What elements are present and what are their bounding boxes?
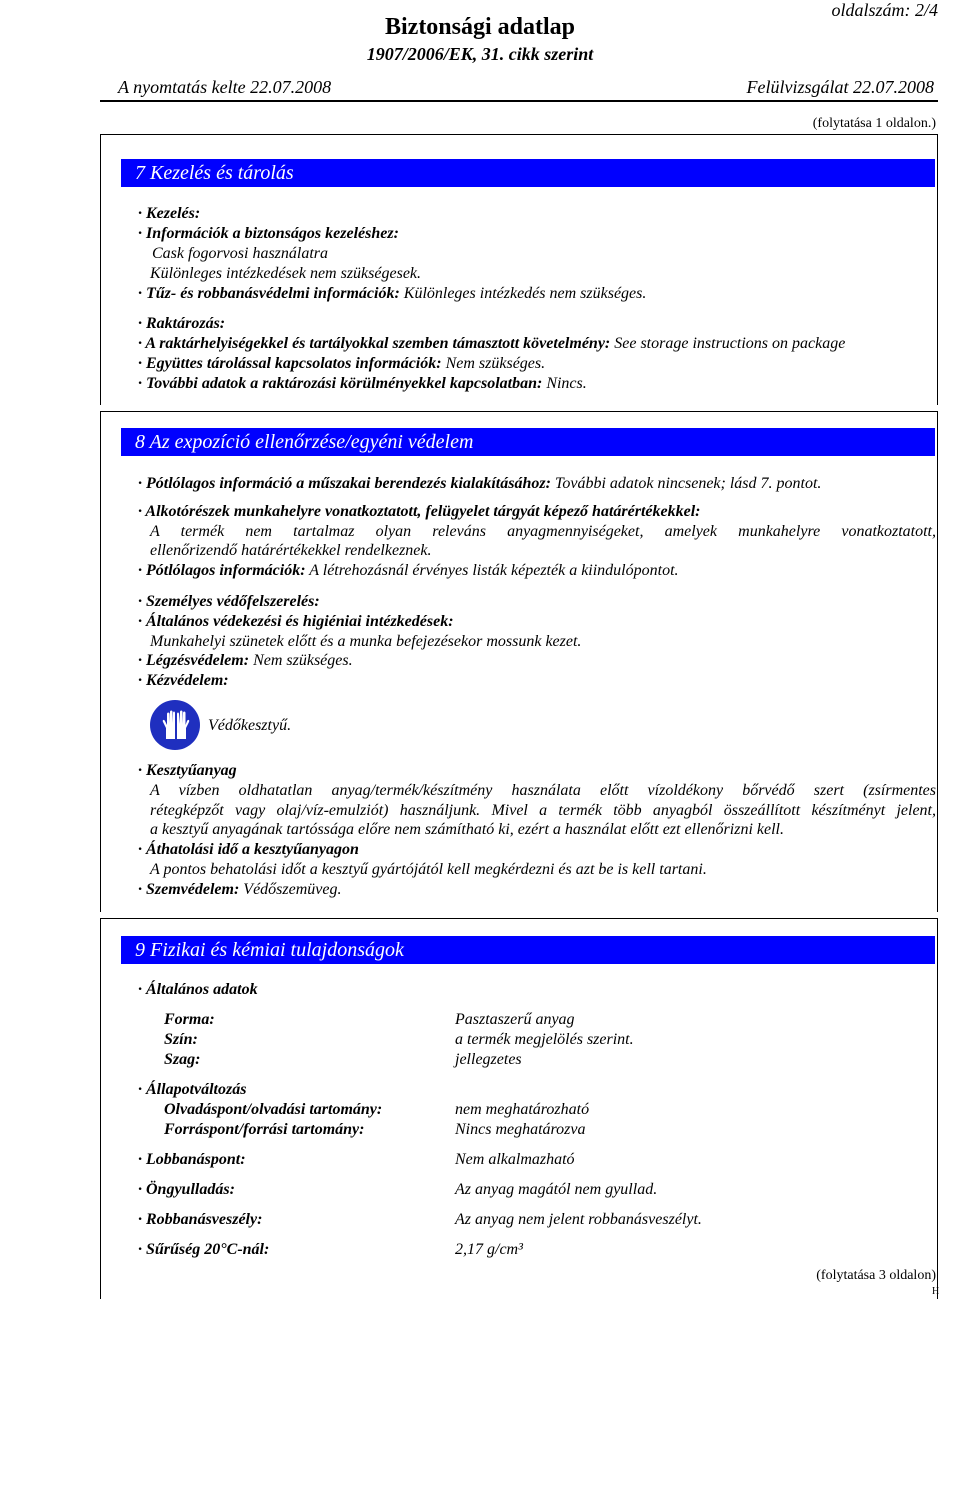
s7-dental-use: Cask fogorvosi használatra <box>152 245 329 262</box>
s8-hygiene-heading: · Általános védekezési és higiéniai intézkedések: <box>138 613 454 630</box>
s8-hygiene-text: Munkahelyi szünetek előtt és a munka befejezésekor mossunk kezet. <box>150 633 582 650</box>
s9-odor-value: jellegzetes <box>455 1051 522 1068</box>
s8-glove-material-text-2: rétegképzőt vagy olaj/víz-emulziót) használjunk. Mivel a termék több anyagból összeállított készítményt jelent, <box>150 802 936 819</box>
s9-autoignition-label: · Öngyulladás: <box>138 1181 235 1198</box>
s7-joint-storage: · Együttes tárolással kapcsolatos információk: Nem szükséges. <box>138 355 546 372</box>
s7-info-safe-handling: · Információk a biztonságos kezeléshez: <box>138 225 399 242</box>
page-number: oldalszám: 2/4 <box>831 0 938 20</box>
s8-respiratory: · Légzésvédelem: Nem szükséges. <box>138 652 353 669</box>
s9-explosion-label: · Robbanásveszély: <box>138 1211 263 1228</box>
s7-fire-protection: · Tűz- és robbanásvédelmi információk: Különleges intézkedés nem szükséges. <box>138 285 647 302</box>
s9-flashpoint-label: · Lobbanáspont: <box>138 1151 246 1168</box>
section-9-heading: 9 Fizikai és kémiai tulajdonságok <box>121 936 935 964</box>
s7-no-special-measures: Különleges intézkedések nem szükségesek. <box>150 265 422 282</box>
s9-boiling-value: Nincs meghatározva <box>455 1121 586 1138</box>
document-subtitle: 1907/2006/EK, 31. cikk szerint <box>366 44 594 64</box>
continued-to-note: (folytatása 3 oldalon) <box>816 1268 936 1283</box>
s9-color-value: a termék megjelölés szerint. <box>455 1031 634 1048</box>
s7-storage: · Raktározás: <box>138 315 226 332</box>
s9-density-label: · Sűrűség 20°C-nál: <box>138 1241 270 1258</box>
s9-general-data: · Általános adatok <box>138 981 258 998</box>
s8-technical-info: · Pótlólagos információ a műszakai berendezés kialakításához: További adatok nincsenek; lásd 7. pontot. <box>138 475 822 492</box>
s8-limit-values-text-2: ellenőrizendő határértékekkel rendelkeznek. <box>150 542 432 559</box>
document-title: Biztonsági adatlap <box>384 14 576 40</box>
continued-from-note: (folytatása 1 oldalon.) <box>812 116 936 131</box>
s9-boiling-label: Forráspont/forrási tartomány: <box>164 1121 365 1138</box>
s8-glove-material-text-3: a kesztyű anyagának tartóssága előre nem számítható ki, ezért a használat előtt ezt ellenőrizni kell. <box>150 821 784 838</box>
print-date: A nyomtatás kelte 22.07.2008 <box>118 77 332 97</box>
s9-explosion-value: Az anyag nem jelent robbanásveszélyt. <box>455 1211 702 1228</box>
s7-storage-requirements: · A raktárhelyiségekkel és tartályokkal szemben támasztott követelmény: See storage instructions on package <box>138 335 846 352</box>
s8-glove-caption: Védőkesztyű. <box>208 717 292 734</box>
s8-glove-material-text-1: A vízben oldhatatlan anyag/termék/készítmény használata előtt vízoldékony bőrvédő szert (zsírmentes <box>150 782 936 799</box>
s8-penetration-time-text: A pontos behatolási időt a kesztyű gyártójától kell megkérdezni és azt be is kell tartani. <box>150 861 707 878</box>
s8-additional-info: · Pótlólagos információk: A létrehozásnál érvényes listák képezték a kiindulópontot. <box>138 562 679 579</box>
s7-further-storage: · További adatok a raktározási körülményekkel kapcsolatban: Nincs. <box>138 375 587 392</box>
s9-form-label: Forma: <box>164 1011 215 1028</box>
header-divider <box>100 100 938 102</box>
revision-date: Felülvizsgálat 22.07.2008 <box>746 77 934 97</box>
s9-melting-value: nem meghatározható <box>455 1101 590 1118</box>
s9-autoignition-value: Az anyag magától nem gyullad. <box>455 1181 658 1198</box>
s8-hand-protection: · Kézvédelem: <box>138 672 229 689</box>
s9-melting-label: Olvadáspont/olvadási tartomány: <box>164 1101 383 1118</box>
s9-flashpoint-value: Nem alkalmazható <box>455 1151 575 1168</box>
s9-state-change: · Állapotváltozás <box>138 1081 247 1098</box>
s8-glove-material: · Kesztyűanyag <box>138 762 237 779</box>
s7-kezeles: · Kezelés: <box>138 205 201 222</box>
s8-personal-protection: · Személyes védőfelszerelés: <box>138 593 320 610</box>
s8-penetration-time: · Áthatolási idő a kesztyűanyagon <box>138 841 359 858</box>
s8-limit-values-text-1: A termék nem tartalmaz olyan releváns anyagmennyiségeket, amelyek munkahelyre vonatkoztatott, <box>150 523 936 540</box>
s9-form-value: Pasztaszerű anyag <box>455 1011 575 1028</box>
protective-gloves-icon <box>150 700 200 750</box>
section-8-heading: 8 Az expozíció ellenőrzése/egyéni védelem <box>121 428 935 456</box>
s9-color-label: Szín: <box>164 1031 198 1048</box>
s8-eye-protection: · Szemvédelem: Védőszemüveg. <box>138 881 342 898</box>
s9-odor-label: Szag: <box>164 1051 201 1068</box>
section-7-heading: 7 Kezelés és tárolás <box>121 159 935 187</box>
s9-density-value: 2,17 g/cm³ <box>455 1241 523 1258</box>
page-mark: H <box>932 1286 940 1297</box>
s8-limit-values-heading: · Alkotórészek munkahelyre vonatkoztatott, felügyelet tárgyát képező határértékekkel: <box>138 503 701 520</box>
